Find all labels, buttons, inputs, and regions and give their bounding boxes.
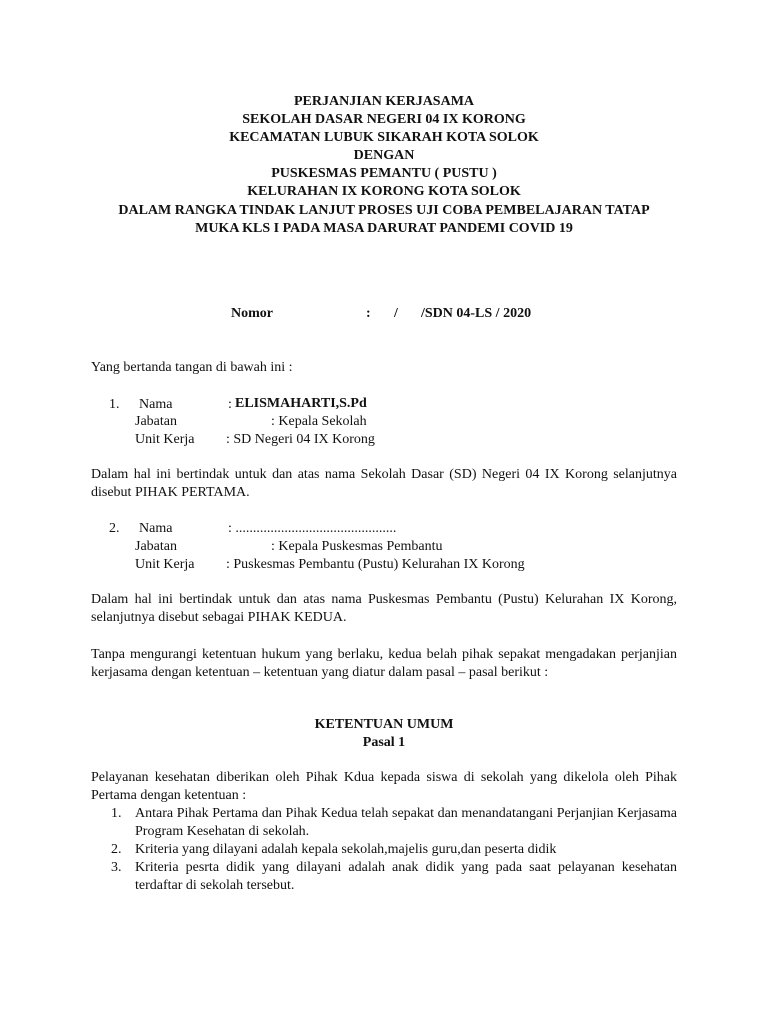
party2-unit-value: : Puskesmas Pembantu (Pustu) Kelurahan IX Korong (226, 557, 525, 572)
title-line: SEKOLAH DASAR NEGERI 04 IX KORONG (242, 112, 526, 128)
party2-description: Dalam hal ini bertindak untuk dan atas nama Puskesmas Pembantu (Pustu) Kelurahan IX Korong, selanjutnya disebut sebagai PIHAK KEDUA. (91, 592, 677, 625)
party1-description: Dalam hal ini bertindak untuk dan atas nama Sekolah Dasar (SD) Negeri 04 IX Korong selanjutnya disebut PIHAK PERTAMA. (91, 467, 677, 500)
nomor-label: Nomor (231, 306, 273, 321)
intro-text: Yang bertanda tangan di bawah ini : (91, 360, 293, 375)
title-line: PERJANJIAN KERJASAMA (293, 94, 475, 109)
title-line: PUSKESMAS PEMANTU ( PUSTU ) (271, 166, 497, 182)
list-item (111, 805, 677, 841)
party1-name-label: Nama (139, 397, 173, 412)
list-item-number: 3. (111, 860, 122, 875)
party2-jabatan-value: : Kepala Puskesmas Pembantu (271, 539, 443, 554)
title-line: KELURAHAN IX KORONG KOTA SOLOK (247, 184, 521, 200)
list-item-text: Antara Pihak Pertama dan Pihak Kedua telah sepakat dan menandatangani Perjanjian Kerjasama Program Kesehatan di sekolah. (135, 806, 677, 839)
title-line: DENGAN (353, 148, 415, 164)
document-number (0, 305, 768, 323)
party1-number: 1. (109, 397, 120, 412)
party2-unit-label: Unit Kerja (135, 557, 195, 572)
title-line: DALAM RANGKA TINDAK LANJUT PROSES UJI COBA PEMBELAJARAN TATAP (118, 202, 650, 218)
title-line: KECAMATAN LUBUK SIKARAH KOTA SOLOK (229, 130, 539, 146)
document-title (40, 93, 728, 238)
nomor-slash: / (394, 306, 398, 321)
party2-name-value: : .............................................. (228, 521, 397, 536)
party1-unit-value: : SD Negeri 04 IX Korong (226, 432, 375, 447)
pasal-heading: Pasal 1 (362, 735, 406, 750)
list-item (111, 841, 677, 859)
party1-name-value: ELISMAHARTI,S.Pd (235, 396, 367, 411)
list-item-number: 2. (111, 842, 122, 857)
agreement-intro: Tanpa mengurangi ketentuan hukum yang berlaku, kedua belah pihak sepakat mengadakan perjanjian kerjasama dengan ketentuan – ketentuan yang diatur dalam pasal – pasal berikut : (91, 647, 677, 680)
nomor-value: /SDN 04-LS / 2020 (421, 306, 532, 321)
party2-name-label: Nama (139, 521, 173, 536)
list-item-text: Kriteria pesrta didik yang dilayani adalah anak didik yang pada saat pelayanan kesehatan terdaftar di sekolah tersebut. (135, 860, 677, 893)
party2-number: 2. (109, 521, 120, 536)
party1-unit-label: Unit Kerja (135, 432, 195, 447)
nomor-colon: : (366, 306, 371, 321)
party1-jabatan-label: Jabatan (135, 414, 177, 429)
list-item-text: Kriteria yang dilayani adalah kepala sekolah,majelis guru,dan peserta didik (135, 842, 557, 857)
party1-jabatan-value: : Kepala Sekolah (271, 414, 367, 429)
pasal1-intro: Pelayanan kesehatan diberikan oleh Pihak Kdua kepada siswa di sekolah yang dikelola oleh Pihak Pertama dengan ketentuan : (91, 770, 677, 803)
party2-jabatan-label: Jabatan (135, 539, 177, 554)
title-line: MUKA KLS I PADA MASA DARURAT PANDEMI COVID 19 (195, 220, 573, 236)
section-heading: KETENTUAN UMUM (314, 717, 454, 732)
list-item (111, 859, 677, 895)
list-item-number: 1. (111, 806, 122, 821)
party1-name-colon: : (228, 397, 232, 412)
